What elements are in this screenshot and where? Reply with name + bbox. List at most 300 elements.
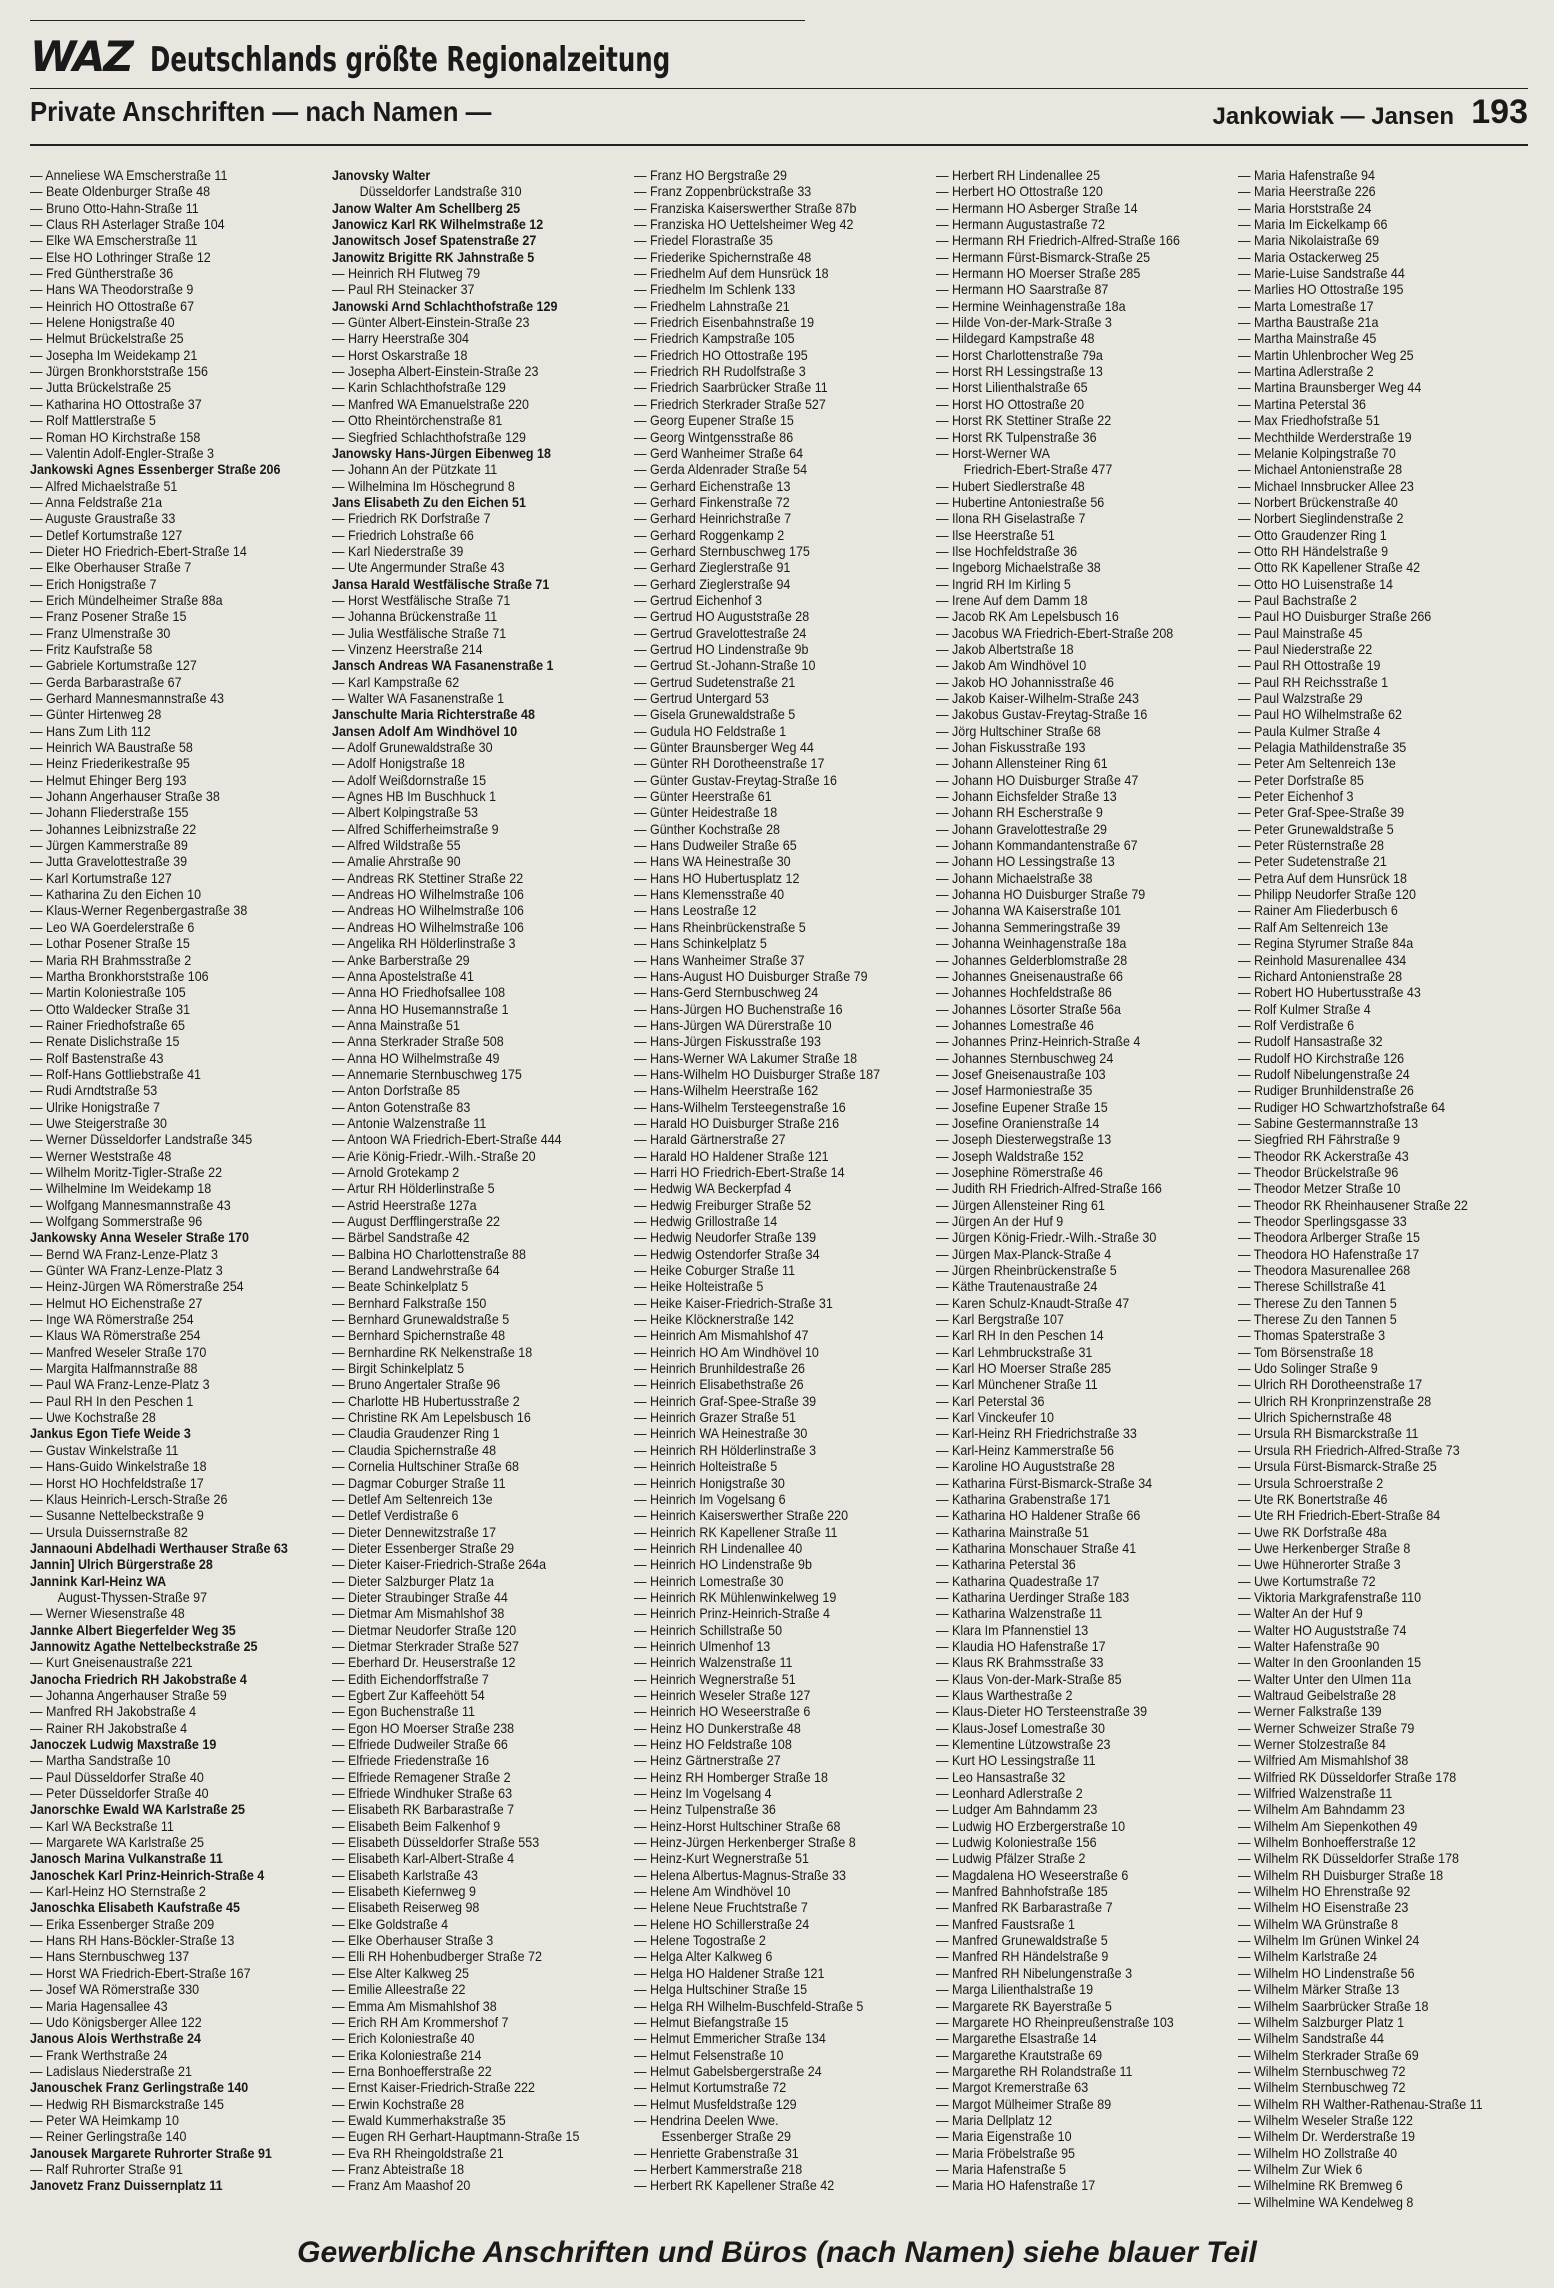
directory-entry: — Therese Schillstraße 41 [1238, 1279, 1386, 1295]
directory-entry: — Irene Auf dem Damm 18 [936, 592, 1088, 608]
directory-entry: — Franz HO Bergstraße 29 [634, 168, 787, 183]
directory-entry: — Johanna Weinhagenstraße 18a [936, 936, 1127, 952]
directory-entry: August-Thyssen-Straße 97 [57, 1589, 208, 1605]
directory-entry: — Heinrich Elisabethstraße 26 [634, 1377, 804, 1393]
directory-entry: — Wilhelm Dr. Werderstraße 19 [1238, 2129, 1415, 2145]
directory-entry: — Werner Wiesenstraße 48 [30, 1606, 185, 1622]
directory-entry: — Werner Düsseldorfer Landstraße 345 [30, 1132, 253, 1148]
directory-entry: — Dietmar Sterkrader Straße 527 [332, 1638, 519, 1654]
directory-entry: — Dagmar Coburger Straße 11 [332, 1475, 506, 1491]
directory-entry: — Günter Braunsberger Weg 44 [634, 740, 814, 756]
directory-entry: — Theodora HO Hafenstraße 17 [1238, 1246, 1420, 1262]
directory-entry: — Anton Gotenstraße 83 [332, 1099, 471, 1115]
directory-entry: — Regina Styrumer Straße 84a [1238, 936, 1414, 952]
directory-entry: — Fred Güntherstraße 36 [30, 266, 174, 282]
directory-entry: — Helga Alter Kalkweg 6 [634, 1949, 773, 1965]
directory-entry: — Helene HO Schillerstraße 24 [634, 1916, 810, 1932]
directory-entry: — Heinz Im Vogelsang 4 [634, 1786, 772, 1802]
directory-entry: — Maria Ostackerweg 25 [1238, 249, 1380, 265]
directory-entry: — Hans Rheinbrückenstraße 5 [634, 919, 806, 935]
directory-entry: — Gerd Wanheimer Straße 64 [634, 445, 804, 461]
directory-entry: — Manfred Bahnhofstraße 185 [936, 1884, 1108, 1900]
directory-entry: — Heinrich Am Mismahlshof 47 [634, 1328, 809, 1344]
directory-entry: — Heinz HO Feldstraße 108 [634, 1737, 792, 1752]
directory-entry: — Klaus Heinrich-Lersch-Straße 26 [30, 1491, 228, 1507]
directory-entry: — Ursula RH Friedrich-Alfred-Straße 73 [1238, 1442, 1460, 1458]
directory-entry: — Anna HO Husemannstraße 1 [332, 1001, 509, 1017]
directory-entry: — Maria Horststraße 24 [1238, 200, 1372, 216]
directory-entry: — Hans-Wilhelm Heerstraße 162 [634, 1083, 819, 1099]
directory-entry: — Maria Hafenstraße 5 [936, 2161, 1066, 2177]
directory-entry: — Wilhelmine WA Kendelweg 8 [1238, 2194, 1414, 2210]
directory-entry: — Helene Honigstraße 40 [30, 315, 175, 331]
directory-entry: — Johann Eichsfelder Straße 13 [936, 789, 1117, 805]
directory-entry: — Heinrich Walzenstraße 11 [634, 1655, 793, 1671]
directory-entry: — Karen Schulz-Knaudt-Straße 47 [936, 1295, 1130, 1311]
directory-entry: — Werner Stolzestraße 84 [1238, 1737, 1386, 1752]
directory-entry: — Paula Kulmer Straße 4 [1238, 723, 1381, 739]
directory-entry: — Annemarie Sternbuschweg 175 [332, 1066, 522, 1082]
directory-entry: — Martha Sandstraße 10 [30, 1753, 171, 1769]
directory-entry: — Wilfried Walzenstraße 11 [1238, 1786, 1393, 1802]
directory-entry: — Heinrich WA Baustraße 58 [30, 740, 193, 756]
directory-entry: — Jakob Kaiser-Wilhelm-Straße 243 [936, 691, 1139, 706]
directory-entry: — Helene Togostraße 2 [634, 1933, 766, 1949]
directory-column [1238, 168, 1540, 2218]
directory-entry: Jankus Egon Tiefe Weide 3 [30, 1426, 191, 1442]
directory-entry: — Edith Eichendorffstraße 7 [332, 1671, 489, 1687]
directory-entry: — Elli RH Hohenbudberger Straße 72 [332, 1949, 542, 1965]
directory-entry: — Gabriele Kortumstraße 127 [30, 658, 197, 674]
directory-entry: — Rolf Kulmer Straße 4 [1238, 1001, 1371, 1017]
directory-entry: Janovetz Franz Duissernplatz 11 [30, 2178, 223, 2194]
directory-entry: — Werner Falkstraße 139 [1238, 1704, 1382, 1720]
directory-entry: — Wilhelm Saarbrücker Straße 18 [1238, 1998, 1429, 2014]
directory-entry: — Adolf Weißdornstraße 15 [332, 772, 487, 788]
directory-entry: — Wilhelm RK Düsseldorfer Straße 178 [1238, 1851, 1460, 1867]
directory-entry: — Hans-Guido Winkelstraße 18 [30, 1459, 207, 1475]
directory-entry: — Helmut Brückelstraße 25 [30, 331, 184, 347]
directory-entry: — Friedhelm Im Schlenk 133 [634, 282, 796, 298]
directory-entry: Janowicz Karl RK Wilhelmstraße 12 [332, 217, 544, 233]
directory-entry: — Walter An der Huf 9 [1238, 1606, 1363, 1622]
directory-entry: — Elfriede Dudweiler Straße 66 [332, 1737, 508, 1752]
directory-entry: — Margarete WA Karlstraße 25 [30, 1835, 204, 1851]
directory-entry: — Johanna Brückenstraße 11 [332, 609, 498, 625]
directory-entry: — Hildegard Kampstraße 48 [936, 331, 1095, 347]
directory-entry: — Wolfgang Sommerstraße 96 [30, 1214, 203, 1229]
directory-entry: — Elfriede Friedenstraße 16 [332, 1753, 490, 1769]
directory-entry: — Katharina Peterstal 36 [936, 1557, 1076, 1573]
page-number: 193 [1471, 93, 1528, 131]
directory-entry: Janosch Marina Vulkanstraße 11 [30, 1851, 223, 1867]
directory-entry: — Dietmar Neudorfer Straße 120 [332, 1622, 517, 1638]
directory-entry: — Karl-Heinz RH Friedrichstraße 33 [936, 1426, 1137, 1442]
directory-entry: — Cornelia Hultschiner Straße 68 [332, 1459, 519, 1475]
directory-entry: — Hans Zum Lith 112 [30, 723, 151, 739]
directory-entry: — Theodor Brückelstraße 96 [1238, 1164, 1399, 1180]
directory-entry: — Günther Kochstraße 28 [634, 821, 780, 837]
directory-entry: — Maria HO Hafenstraße 17 [936, 2178, 1096, 2194]
directory-entry: — Charlotte HB Hubertusstraße 2 [332, 1393, 520, 1409]
directory-entry: — Kurt HO Lessingstraße 11 [936, 1753, 1096, 1769]
directory-column [332, 168, 634, 2218]
directory-entry: — Friedhelm Auf dem Hunsrück 18 [634, 266, 829, 282]
directory-entry: — Leo Hansastraße 32 [936, 1769, 1066, 1785]
directory-entry: Jannke Albert Biegerfelder Weg 35 [30, 1622, 236, 1638]
directory-entry: — Marta Lomestraße 17 [1238, 298, 1374, 314]
top-rule [30, 20, 805, 21]
directory-entry: — Anna Mainstraße 51 [332, 1017, 460, 1033]
directory-entry: — Erich Mündelheimer Straße 88a [30, 592, 223, 608]
directory-entry: — Eva RH Rheingoldstraße 21 [332, 2145, 504, 2161]
directory-entry: — Karl RH In den Peschen 14 [936, 1328, 1104, 1344]
directory-entry: — Wilhelm Salzburger Platz 1 [1238, 2014, 1405, 2030]
directory-entry: — Siegfried Schlachthofstraße 129 [332, 429, 526, 445]
directory-entry: — Helmut Musfeldstraße 129 [634, 2096, 797, 2112]
directory-entry: — Heike Coburger Straße 11 [634, 1263, 796, 1279]
directory-entry: — Jürgen Rheinbrückenstraße 5 [936, 1263, 1117, 1279]
directory-entry: — Jakobus Gustav-Freytag-Straße 16 [936, 707, 1148, 723]
directory-entry: — Gertrud Gravelottestraße 24 [634, 625, 807, 641]
directory-entry: — Hedwig WA Beckerpfad 4 [634, 1181, 792, 1197]
directory-entry: — Anna HO Wilhelmstraße 49 [332, 1050, 500, 1066]
directory-entry: — Antoon WA Friedrich-Ebert-Straße 444 [332, 1132, 562, 1148]
directory-entry: — Norbert Sieglindenstraße 2 [1238, 511, 1404, 527]
directory-entry: — Christine RK Am Lepelsbusch 16 [332, 1410, 531, 1426]
directory-entry: — Katharina Quadestraße 17 [936, 1573, 1100, 1589]
directory-entry: — Margot Kremerstraße 63 [936, 2080, 1089, 2096]
directory-entry: — Karl HO Moerser Straße 285 [936, 1361, 1112, 1377]
directory-entry: — Inge WA Römerstraße 254 [30, 1312, 194, 1328]
directory-entry: — Anke Barberstraße 29 [332, 952, 470, 968]
directory-entry: — Marga Lilienthalstraße 19 [936, 1982, 1094, 1998]
directory-entry: — Otto RK Kapellener Straße 42 [1238, 560, 1421, 576]
directory-entry: — Anton Dorfstraße 85 [332, 1083, 460, 1099]
directory-entry: — Paul WA Franz-Lenze-Platz 3 [30, 1377, 210, 1393]
directory-entry: — Karin Schlachthofstraße 129 [332, 380, 506, 396]
directory-entry: — Heinrich Ulmenhof 13 [634, 1638, 771, 1654]
directory-entry: — Beate Schinkelplatz 5 [332, 1279, 469, 1295]
directory-entry: — Heinrich Im Vogelsang 6 [634, 1491, 786, 1507]
directory-entry: — Wilhelm Moritz-Tigler-Straße 22 [30, 1164, 223, 1180]
directory-entry: — Gerhard Sternbuschweg 175 [634, 543, 810, 559]
directory-entry: — Uwe Kochstraße 28 [30, 1410, 156, 1426]
directory-entry: — Werner Schweizer Straße 79 [1238, 1720, 1415, 1736]
directory-entry: — Ursula Schroerstraße 2 [1238, 1475, 1384, 1491]
directory-entry: — Johannes Gneisenaustraße 66 [936, 968, 1124, 984]
directory-entry: — Günter RH Dorotheenstraße 17 [634, 756, 825, 772]
directory-entry: — Friedrich HO Ottostraße 195 [634, 347, 808, 363]
directory-entry: — Dieter Straubinger Straße 44 [332, 1589, 508, 1605]
directory-entry: Janow Walter Am Schellberg 25 [332, 200, 521, 216]
directory-entry: — Horst-Werner WA [936, 445, 1050, 461]
directory-entry: — Reiner Gerlingstraße 140 [30, 2129, 187, 2145]
directory-entry: — Hans Klemensstraße 40 [634, 887, 785, 903]
directory-entry: — Reinhold Masurenallee 434 [1238, 952, 1407, 968]
directory-entry: — Günter Gustav-Freytag-Straße 16 [634, 772, 837, 788]
directory-entry: — Hans Schinkelplatz 5 [634, 936, 767, 952]
directory-entry: — Bernhard Grunewaldstraße 5 [332, 1312, 510, 1328]
directory-entry: — Harald HO Duisburger Straße 216 [634, 1115, 840, 1131]
directory-entry: — Margarethe Krautstraße 69 [936, 2047, 1103, 2063]
directory-entry: — Hans-Jürgen HO Buchenstraße 16 [634, 1001, 843, 1017]
directory-entry: — Ilse Heerstraße 51 [936, 527, 1055, 543]
directory-entry: — Katharina Grabenstraße 171 [936, 1491, 1111, 1507]
directory-entry: — Wilhelm RH Duisburger Straße 18 [1238, 1867, 1444, 1883]
directory-entry: — Helmut Emmericher Straße 134 [634, 2031, 826, 2047]
directory-entry: — Johannes Lomestraße 46 [936, 1017, 1094, 1033]
directory-entry: — Joseph Waldstraße 152 [936, 1148, 1084, 1164]
directory-entry: — Bärbel Sandstraße 42 [332, 1230, 470, 1246]
directory-entry: — Ilona RH Giselastraße 7 [936, 511, 1086, 527]
directory-entry: — Karoline HO Auguststraße 28 [936, 1459, 1115, 1475]
directory-entry: — Jutta Gravelottestraße 39 [30, 854, 188, 870]
footer-note: Gewerbliche Anschriften und Büros (nach Namen) siehe blauer Teil [297, 2236, 1257, 2269]
directory-entry: Jansen Adolf Am Windhövel 10 [332, 723, 518, 739]
directory-entry: — Rolf Bastenstraße 43 [30, 1050, 164, 1066]
directory-entry: — Hermann HO Moerser Straße 285 [936, 266, 1141, 282]
directory-entry: — Martha Baustraße 21a [1238, 315, 1379, 331]
directory-entry: — Elisabeth Karlstraße 43 [332, 1867, 478, 1883]
directory-entry: — Dieter Essenberger Straße 29 [332, 1540, 515, 1556]
directory-entry: — Bernhard Falkstraße 150 [332, 1295, 487, 1311]
directory-entry: — Claudia Graudenzer Ring 1 [332, 1426, 500, 1442]
masthead [30, 32, 872, 82]
directory-entry: — Paul HO Wilhelmstraße 62 [1238, 707, 1403, 723]
directory-entry: — Heinrich Graf-Spee-Straße 39 [634, 1393, 817, 1409]
directory-entry: — Hermann HO Asberger Straße 14 [936, 200, 1138, 216]
directory-entry: — Theodor Metzer Straße 10 [1238, 1181, 1401, 1197]
directory-entry: — Gerhard Zieglerstraße 91 [634, 560, 791, 576]
directory-entry: — Paul HO Duisburger Straße 266 [1238, 609, 1432, 625]
directory-entry: — Heinrich RH Lindenallee 40 [634, 1540, 803, 1556]
directory-entry: Jans Elisabeth Zu den Eichen 51 [332, 494, 526, 510]
directory-entry: — Josepha Albert-Einstein-Straße 23 [332, 364, 539, 380]
directory-entry: — Helene Am Windhövel 10 [634, 1884, 791, 1900]
directory-entry: — Heinrich HO Am Windhövel 10 [634, 1344, 819, 1360]
directory-entry: — Maria Fröbelstraße 95 [936, 2145, 1076, 2161]
directory-entry: — Horst Westfälische Straße 71 [332, 592, 511, 608]
directory-entry: — Ulrike Honigstraße 7 [30, 1099, 160, 1115]
directory-entry: — Georg Wintgensstraße 86 [634, 429, 794, 445]
directory-entry: — Elisabeth Kiefernweg 9 [332, 1884, 476, 1900]
directory-entry: — Harri HO Friedrich-Ebert-Straße 14 [634, 1164, 845, 1180]
directory-entry: — Hedwig RH Bismarckstraße 145 [30, 2096, 224, 2112]
directory-entry: — Gerhard Mannesmannstraße 43 [30, 691, 224, 706]
directory-entry: — Henriette Grabenstraße 31 [634, 2145, 799, 2161]
directory-entry: — Bernhard Spichernstraße 48 [332, 1328, 506, 1344]
directory-entry: — Gerda Aldenrader Straße 54 [634, 462, 808, 478]
directory-entry: — Peter Grunewaldstraße 5 [1238, 821, 1394, 837]
directory-entry: — Klaus RK Brahmsstraße 33 [936, 1655, 1104, 1671]
directory-entry: — Martin Koloniestraße 105 [30, 985, 186, 1001]
directory-entry: — Anna Apostelstraße 41 [332, 968, 474, 984]
directory-entry: — Johann Michaelstraße 38 [936, 870, 1093, 886]
directory-entry: — Ewald Kummerhakstraße 35 [332, 2112, 506, 2128]
directory-entry: — Manfred Weseler Straße 170 [30, 1344, 207, 1360]
directory-entry: — Elisabeth Karl-Albert-Straße 4 [332, 1851, 515, 1867]
directory-entry: — Wilhelm Am Bahndamm 23 [1238, 1802, 1405, 1818]
directory-entry: — Hans-Jürgen Fiskusstraße 193 [634, 1034, 821, 1050]
directory-entry: — Amalie Ahrstraße 90 [332, 854, 461, 870]
directory-entry: — Heike Holteistraße 5 [634, 1279, 764, 1295]
directory-entry: — Adolf Grunewaldstraße 30 [332, 740, 493, 756]
directory-entry: — Friedrich RH Rudolfstraße 3 [634, 364, 806, 380]
directory-entry: — Rudiger Brunhildenstraße 26 [1238, 1083, 1414, 1099]
directory-entry: — Wilhelm Märker Straße 13 [1238, 1982, 1400, 1998]
directory-entry: — Richard Antonienstraße 28 [1238, 968, 1403, 984]
directory-entry: — Franziska HO Uettelsheimer Weg 42 [634, 217, 854, 233]
directory-entry: — Hans-Gerd Sternbuschweg 24 [634, 985, 819, 1001]
directory-entry: — Klaus Warthestraße 2 [936, 1687, 1073, 1703]
directory-entry: — Maria RH Brahmsstraße 2 [30, 952, 192, 968]
directory-entry: — Johanna Semmeringstraße 39 [936, 919, 1121, 935]
directory-entry: — Karl Bergstraße 107 [936, 1312, 1064, 1328]
directory-entry: — Karl Peterstal 36 [936, 1393, 1045, 1409]
directory-entry: — Josephine Römerstraße 46 [936, 1164, 1103, 1180]
directory-entry: — Paul Düsseldorfer Straße 40 [30, 1769, 204, 1785]
directory-entry: — Dieter Salzburger Platz 1a [332, 1573, 494, 1589]
directory-entry: — Franz Abteistraße 18 [332, 2161, 465, 2177]
directory-entry: — Gertrud Untergard 53 [634, 691, 769, 706]
directory-entry: — Johann HO Duisburger Straße 47 [936, 772, 1139, 788]
directory-entry: — Hilde Von-der-Mark-Straße 3 [936, 315, 1112, 331]
directory-entry: — Wilhelm Zur Wiek 6 [1238, 2161, 1363, 2177]
directory-entry: — Friedrich RK Dorfstraße 7 [332, 511, 491, 527]
directory-entry: — Wilhelm HO Lindenstraße 56 [1238, 1965, 1415, 1981]
directory-entry: — Siegfried RH Fährstraße 9 [1238, 1132, 1400, 1148]
directory-entry: — Herbert Kammerstraße 218 [634, 2161, 803, 2177]
directory-entry: — Theodor RK Ackerstraße 43 [1238, 1148, 1409, 1164]
directory-entry: — Jakob Am Windhövel 10 [936, 658, 1087, 674]
directory-entry: — Paul RH In den Peschen 1 [30, 1393, 194, 1409]
directory-entry: — Elke Goldstraße 4 [332, 1916, 449, 1932]
directory-entry: — Andreas HO Wilhelmstraße 106 [332, 903, 524, 919]
directory-entry: — Ulrich RH Dorotheenstraße 17 [1238, 1377, 1423, 1393]
directory-entry: — Harald Gärtnerstraße 27 [634, 1132, 786, 1148]
directory-entry: — Tom Börsenstraße 18 [1238, 1344, 1374, 1360]
directory-entry: — Horst Charlottenstraße 79a [936, 347, 1103, 363]
directory-entry: — Manfred Faustsraße 1 [936, 1916, 1076, 1932]
directory-entry: — Jacob RK Am Lepelsbusch 16 [936, 609, 1119, 625]
directory-entry: — Karl Kampstraße 62 [332, 674, 460, 690]
directory-entry: — Ulrich RH Kronprinzenstraße 28 [1238, 1393, 1432, 1409]
directory-entry: — Ursula RH Bismarckstraße 11 [1238, 1426, 1419, 1442]
directory-entry: — Johannes Lösorter Straße 56a [936, 1001, 1121, 1017]
directory-entry: Janowitz Brigitte RK Jahnstraße 5 [332, 249, 535, 265]
directory-entry: — Jürgen An der Huf 9 [936, 1214, 1064, 1229]
directory-entry: — Bruno Angertaler Straße 96 [332, 1377, 501, 1393]
directory-entry: — Birgit Schinkelplatz 5 [332, 1361, 465, 1377]
directory-entry: — Karl Münchener Straße 11 [936, 1377, 1098, 1393]
directory-entry: — Michael Antonienstraße 28 [1238, 462, 1403, 478]
directory-entry: Janous Alois Werthstraße 24 [30, 2031, 201, 2047]
directory-entry: — Adolf Honigstraße 18 [332, 756, 465, 772]
directory-entry: — Franz Posener Straße 15 [30, 609, 187, 625]
directory-entry: — Karl-Heinz Kammerstraße 56 [936, 1442, 1114, 1458]
directory-entry: — Heinrich Prinz-Heinrich-Straße 4 [634, 1606, 830, 1622]
directory-entry: — Gertrud HO Auguststraße 28 [634, 609, 810, 625]
directory-entry: — Arie König-Friedr.-Wilh.-Straße 20 [332, 1148, 536, 1164]
directory-entry: — Jörg Hultschiner Straße 68 [936, 723, 1101, 739]
directory-entry: — Wilhelmina Im Höschegrund 8 [332, 478, 515, 494]
directory-entry: — Norbert Brückenstraße 40 [1238, 494, 1398, 510]
newspaper-logo: WAZ [30, 32, 132, 81]
directory-entry: — Philipp Neudorfer Straße 120 [1238, 887, 1416, 903]
directory-entry: — Heinrich Brunhildestraße 26 [634, 1361, 806, 1377]
directory-entry: — Otto Waldecker Straße 31 [30, 1001, 191, 1017]
directory-column [936, 168, 1238, 2218]
directory-entry: — Wilhelm Sternbuschweg 72 [1238, 2063, 1406, 2079]
directory-entry: — Anna Sterkrader Straße 508 [332, 1034, 504, 1050]
directory-entry: — Katharina HO Haldener Straße 66 [936, 1508, 1141, 1524]
directory-entry: — Lothar Posener Straße 15 [30, 936, 190, 952]
directory-entry: — Ralf Ruhrorter Straße 91 [30, 2161, 183, 2177]
directory-entry: — Magdalena HO Weseerstraße 6 [936, 1867, 1129, 1883]
directory-entry: — Elisabeth Beim Falkenhof 9 [332, 1818, 501, 1834]
directory-entry: — Heinz-Kurt Wegnerstraße 51 [634, 1851, 809, 1867]
directory-entry: — Karl Vinckeufer 10 [936, 1410, 1054, 1426]
directory-entry: — Herbert HO Ottostraße 120 [936, 184, 1103, 200]
directory-entry: — Else HO Lothringer Straße 12 [30, 249, 211, 265]
directory-entry: — Andreas RK Stettiner Straße 22 [332, 870, 524, 886]
directory-entry: — Leonhard Adlerstraße 2 [936, 1786, 1083, 1802]
directory-entry: — Hedwig Neudorfer Straße 139 [634, 1230, 817, 1246]
directory-entry: — Rudolf Hansastraße 32 [1238, 1034, 1383, 1050]
directory-entry: — Maria Im Eickelkamp 66 [1238, 217, 1388, 233]
directory-entry: — Wilhelm HO Eisenstraße 23 [1238, 1900, 1409, 1916]
directory-entry: — Klaus Von-der-Mark-Straße 85 [936, 1671, 1122, 1687]
directory-entry: — Johannes Prinz-Heinrich-Straße 4 [936, 1034, 1141, 1050]
directory-entry: — Josef Gneisenaustraße 103 [936, 1066, 1106, 1082]
directory-entry: — Wilhelm Karlstraße 24 [1238, 1949, 1377, 1965]
directory-entry: — Franz Zoppenbrückstraße 33 [634, 184, 812, 200]
directory-entry: — Heinrich Lomestraße 30 [634, 1573, 784, 1589]
directory-entry: — Rudi Arndtstraße 53 [30, 1083, 158, 1099]
directory-entry: — Friedel Florastraße 35 [634, 233, 774, 249]
directory-entry: — Frank Werthstraße 24 [30, 2047, 168, 2063]
directory-entry: — Astrid Heerstraße 127a [332, 1197, 477, 1213]
directory-entry: — Helga Hultschiner Straße 15 [634, 1982, 808, 1998]
directory-entry: Jankowski Agnes Essenberger Straße 206 [30, 462, 281, 478]
directory-entry: — Helmut Ehinger Berg 193 [30, 772, 187, 788]
directory-entry: — Elke WA Emscherstraße 11 [30, 233, 198, 249]
directory-entry: — Elisabeth Düsseldorfer Straße 553 [332, 1835, 540, 1851]
directory-entry: — Manfred RH Nibelungenstraße 3 [936, 1965, 1133, 1981]
directory-entry: — Hans Dudweiler Straße 65 [634, 838, 797, 854]
directory-entry: — Heike Klöcknerstraße 142 [634, 1312, 794, 1328]
directory-entry: — Paul Niederstraße 22 [1238, 641, 1373, 657]
directory-entry: — Ludwig Koloniestraße 156 [936, 1835, 1097, 1851]
directory-entry: — Johann An der Pützkate 11 [332, 462, 498, 478]
directory-entry: — Heinz HO Dunkerstraße 48 [634, 1720, 801, 1736]
directory-entry: — Josefine Oranienstraße 14 [936, 1115, 1100, 1131]
directory-entry: — Ingeborg Michaelstraße 38 [936, 560, 1101, 576]
directory-entry: — Georg Eupener Straße 15 [634, 413, 794, 429]
directory-entry: — Hermann Augustastraße 72 [936, 217, 1105, 233]
directory-entry: — Herbert RK Kapellener Straße 42 [634, 2178, 835, 2194]
directory-entry: — Maria Hafenstraße 94 [1238, 168, 1375, 183]
directory-entry: — Heinrich Grazer Straße 51 [634, 1410, 796, 1426]
directory-entry: — Gerhard Heinrichstraße 7 [634, 511, 792, 527]
directory-entry: — Klaus-Josef Lomestraße 30 [936, 1720, 1105, 1736]
directory-entry: — Heinrich RH Flutweg 79 [332, 266, 481, 282]
directory-entry: Jansch Andreas WA Fasanenstraße 1 [332, 658, 554, 674]
directory-entry: — Wilhelm Weseler Straße 122 [1238, 2112, 1413, 2128]
directory-entry: — Hermann RH Friedrich-Alfred-Straße 166 [936, 233, 1180, 249]
directory-entry: — Helmut Biefangstraße 15 [634, 2014, 789, 2030]
